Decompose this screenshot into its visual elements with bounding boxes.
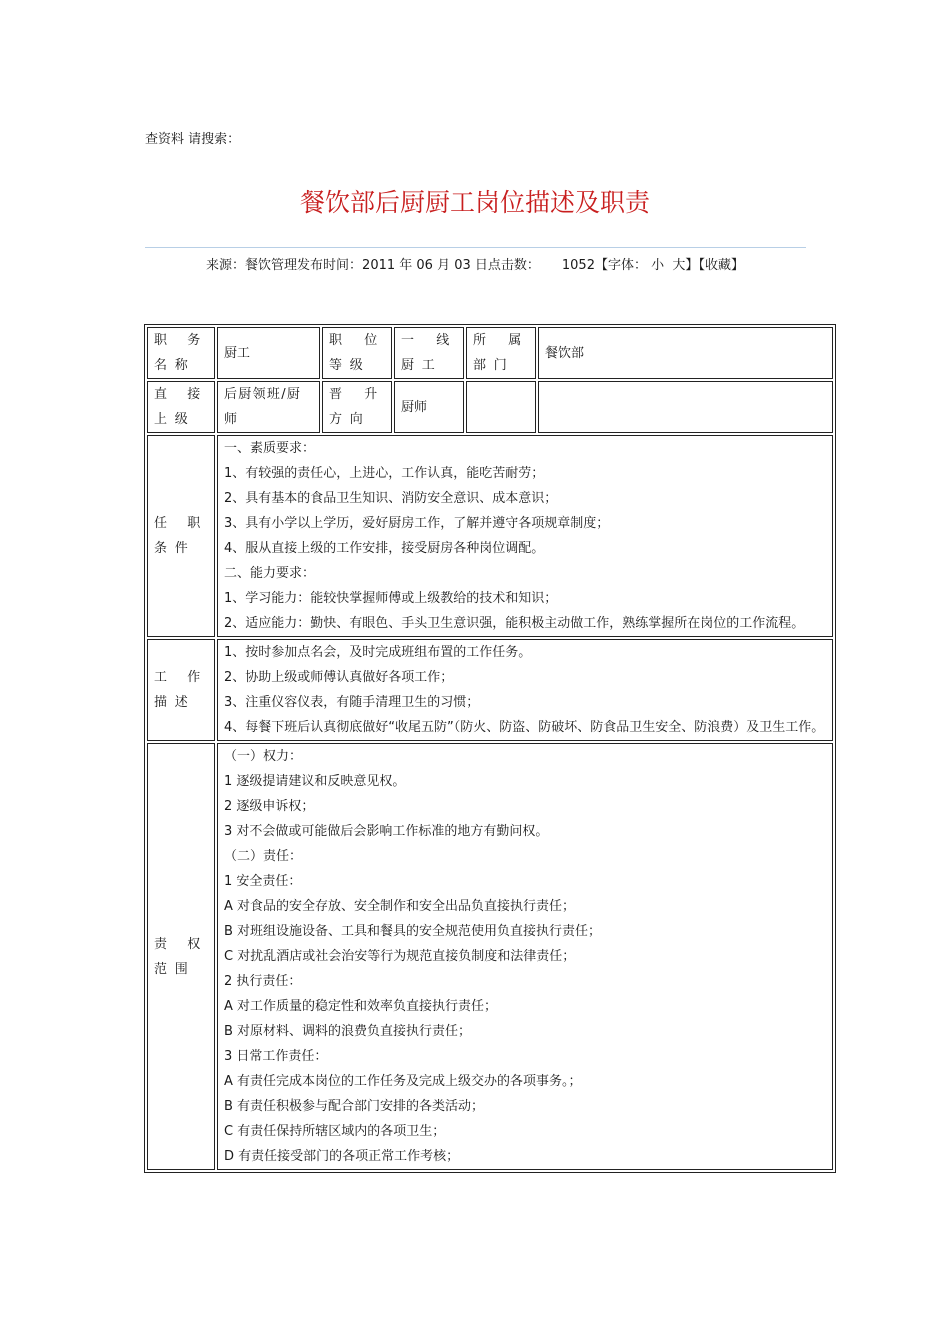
qualification-line: 二、能力要求： <box>224 566 316 581</box>
title-divider <box>145 247 806 248</box>
meta-font-label: 【字体： <box>594 258 647 273</box>
font-small-link[interactable]: 小 <box>651 258 665 273</box>
table-row <box>147 381 833 433</box>
job-description-table <box>144 324 836 1173</box>
authority-line: 1 逐级提请建议和反映意见权。 <box>224 774 406 789</box>
work-line: 4、每餐下班后认真彻底做好“收尾五防”（防火、防盗、防破坏、防食品卫生安全、防浪费）及卫生工作。 <box>224 720 825 735</box>
search-prompt: 查资料 请搜索： <box>145 132 241 147</box>
position-name-label: 职务名称 <box>147 327 215 379</box>
position-name-value: 厨工 <box>217 327 320 379</box>
authority-line: （一）权力： <box>224 749 303 764</box>
authority-line: C 有责任保持所辖区域内的各项卫生； <box>224 1124 446 1139</box>
department-label: 所属部门 <box>466 327 536 379</box>
authority-line: D 有责任接受部门的各项正常工作考核； <box>224 1149 460 1164</box>
qualification-line: 一、素质要求： <box>224 441 316 456</box>
work-line: 3、注重仪容仪表，有随手清理卫生的习惯； <box>224 695 480 710</box>
article-meta <box>0 254 950 273</box>
qualifications-label: 任职条件 <box>147 435 215 637</box>
authority-content <box>217 743 833 1170</box>
page-title: 餐饮部后厨厨工岗位描述及职责 <box>299 188 650 217</box>
promotion-value: 厨师 <box>394 381 464 433</box>
qualification-line: 1、学习能力：能较快掌握师傅或上级教给的技术和知识； <box>224 591 558 606</box>
authority-line: 2 执行责任： <box>224 974 302 989</box>
supervisor-label: 直接上级 <box>147 381 215 433</box>
authority-line: B 对原材料、调料的浪费负直接执行责任； <box>224 1024 472 1039</box>
authority-line: （二）责任： <box>224 849 303 864</box>
font-large-link[interactable]: 大】 <box>672 258 699 273</box>
authority-line: 2 逐级申诉权； <box>224 799 315 814</box>
position-level-value: 一线厨工 <box>394 327 464 379</box>
authority-line: A 对食品的安全存放、安全制作和安全出品负直接执行责任； <box>224 899 576 914</box>
qualification-line: 2、具有基本的食品卫生知识、消防安全意识、成本意识； <box>224 491 558 506</box>
favorite-link[interactable]: 【收藏】 <box>698 258 744 273</box>
authority-label: 责权范围 <box>147 743 215 1170</box>
table-row <box>147 435 833 637</box>
qualification-line: 1、有较强的责任心，上进心，工作认真，能吃苦耐劳； <box>224 466 545 481</box>
qualifications-content <box>217 435 833 637</box>
authority-line: B 对班组设施设备、工具和餐具的安全规范使用负直接执行责任； <box>224 924 602 939</box>
work-line: 2、协助上级或师傅认真做好各项工作； <box>224 670 454 685</box>
position-level-label: 职位等级 <box>322 327 392 379</box>
qualification-line: 4、服从直接上级的工作安排，接受厨房各种岗位调配。 <box>224 541 545 556</box>
meta-source: 来源：餐饮管理发布时间：2011 年 06 月 03 日点击数： <box>206 258 540 273</box>
table-row <box>147 327 833 379</box>
department-value: 餐饮部 <box>538 327 833 379</box>
work-line: 1、按时参加点名会，及时完成班组布置的工作任务。 <box>224 645 532 660</box>
authority-line: A 对工作质量的稳定性和效率负直接执行责任； <box>224 999 498 1014</box>
table-row <box>147 743 833 1170</box>
meta-clicks: 1052 <box>561 258 595 273</box>
qualification-line: 2、适应能力：勤快、有眼色、手头卫生意识强，能积极主动做工作，熟练掌握所在岗位的工作流程。 <box>224 616 805 631</box>
empty-cell <box>466 381 536 433</box>
work-description-label: 工作描述 <box>147 639 215 741</box>
work-description-content <box>217 639 833 741</box>
table-row <box>147 639 833 741</box>
supervisor-value: 后厨领班/厨师 <box>217 381 320 433</box>
promotion-label: 晋升方向 <box>322 381 392 433</box>
authority-line: 3 对不会做或可能做后会影响工作标准的地方有勤问权。 <box>224 824 549 839</box>
authority-line: 1 安全责任： <box>224 874 302 889</box>
authority-line: C 对扰乱酒店或社会治安等行为规范直接负制度和法律责任； <box>224 949 576 964</box>
qualification-line: 3、具有小学以上学历，爱好厨房工作，了解并遵守各项规章制度； <box>224 516 610 531</box>
authority-line: A 有责任完成本岗位的工作任务及完成上级交办的各项事务。； <box>224 1074 582 1089</box>
authority-line: 3 日常工作责任： <box>224 1049 328 1064</box>
empty-cell <box>538 381 833 433</box>
authority-line: B 有责任积极参与配合部门安排的各类活动； <box>224 1099 485 1114</box>
